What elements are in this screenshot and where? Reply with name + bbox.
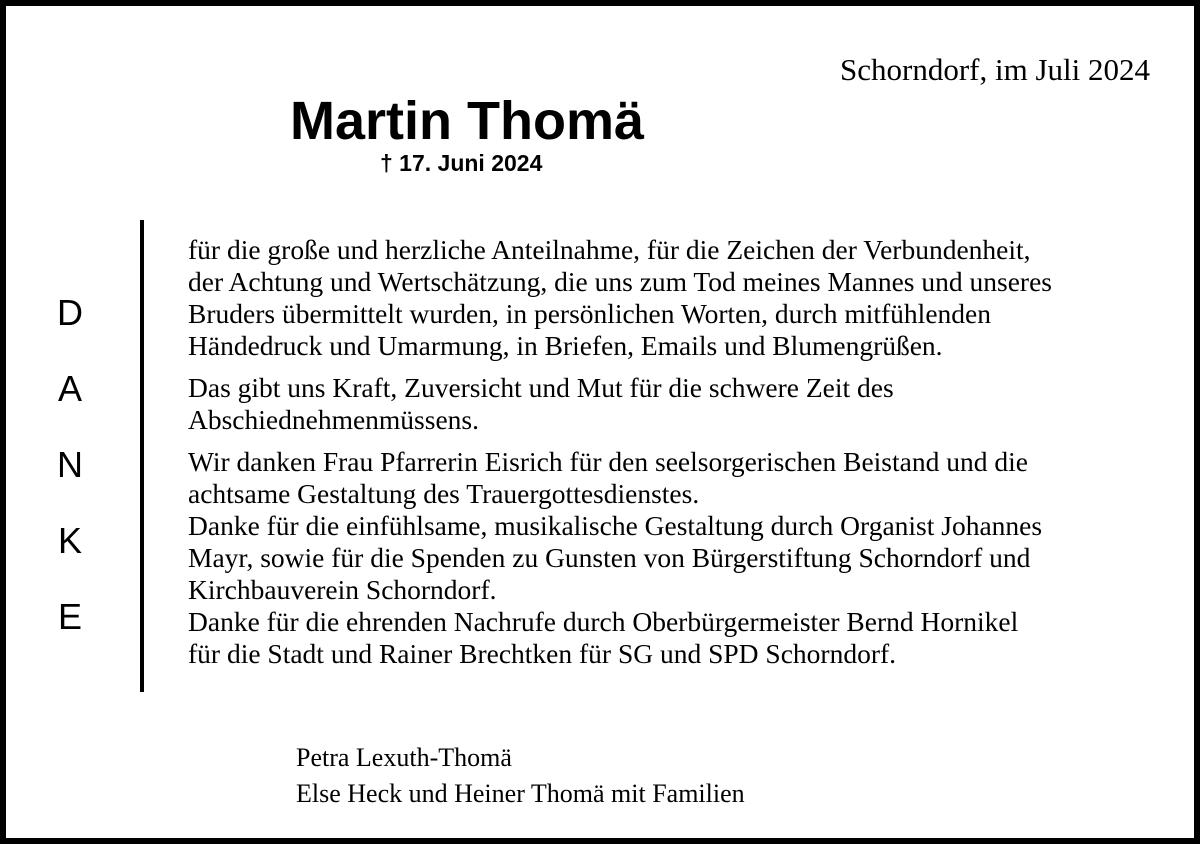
text-line: für die große und herzliche Anteilnahme, für die Zeichen der Verbundenheit, xyxy=(188,234,1031,265)
signers-block xyxy=(296,740,745,812)
text-line: achtsame Gestaltung des Trauergottesdienstes. xyxy=(188,478,700,509)
danke-letter: E xyxy=(57,596,82,637)
danke-letter: K xyxy=(57,520,82,561)
text-line: Wir danken Frau Pfarrerin Eisrich für den seelsorgerischen Beistand und die xyxy=(188,446,1028,477)
text-line: Mayr, sowie für die Spenden zu Gunsten von Bürgerstiftung Schorndorf und xyxy=(188,542,1031,573)
place-date: Schorndorf, im Juli 2024 xyxy=(840,52,1150,87)
signer-line: Petra Lexuth-Thomä xyxy=(296,743,512,772)
danke-letter: A xyxy=(57,368,82,409)
vertical-divider xyxy=(140,220,144,692)
text-line: Danke für die ehrenden Nachrufe durch Oberbürgermeister Bernd Hornikel xyxy=(188,606,1019,637)
text-line: Bruders übermittelt wurden, in persönlichen Worten, durch mitfühlenden xyxy=(188,298,991,329)
text-line: Danke für die einfühlsame, musikalische Gestaltung durch Organist Johannes xyxy=(188,510,1043,541)
danke-letter: D xyxy=(57,292,83,333)
text-line: Das gibt uns Kraft, Zuversicht und Mut für die schwere Zeit des xyxy=(188,372,894,403)
text-line: der Achtung und Wertschätzung, die uns zum Tod meines Mannes und unseres xyxy=(188,266,1052,297)
death-date: † 17. Juni 2024 xyxy=(380,150,543,176)
thank-you-text xyxy=(188,234,1178,680)
paragraph xyxy=(188,446,1178,670)
paragraph xyxy=(188,372,1178,436)
text-line: für die Stadt und Rainer Brechtken für SG und SPD Schorndorf. xyxy=(188,638,897,669)
text-line: Kirchbauverein Schorndorf. xyxy=(188,574,497,605)
danke-vertical-word xyxy=(44,288,96,668)
danke-letter: N xyxy=(57,444,83,485)
deceased-name: Martin Thomä xyxy=(290,91,645,151)
paragraph xyxy=(188,234,1178,362)
signer-line: Else Heck und Heiner Thomä mit Familien xyxy=(296,779,745,808)
text-line: Händedruck und Umarmung, in Briefen, Emails und Blumengrüßen. xyxy=(188,330,943,361)
text-line: Abschiednehmenmüssens. xyxy=(188,404,479,435)
